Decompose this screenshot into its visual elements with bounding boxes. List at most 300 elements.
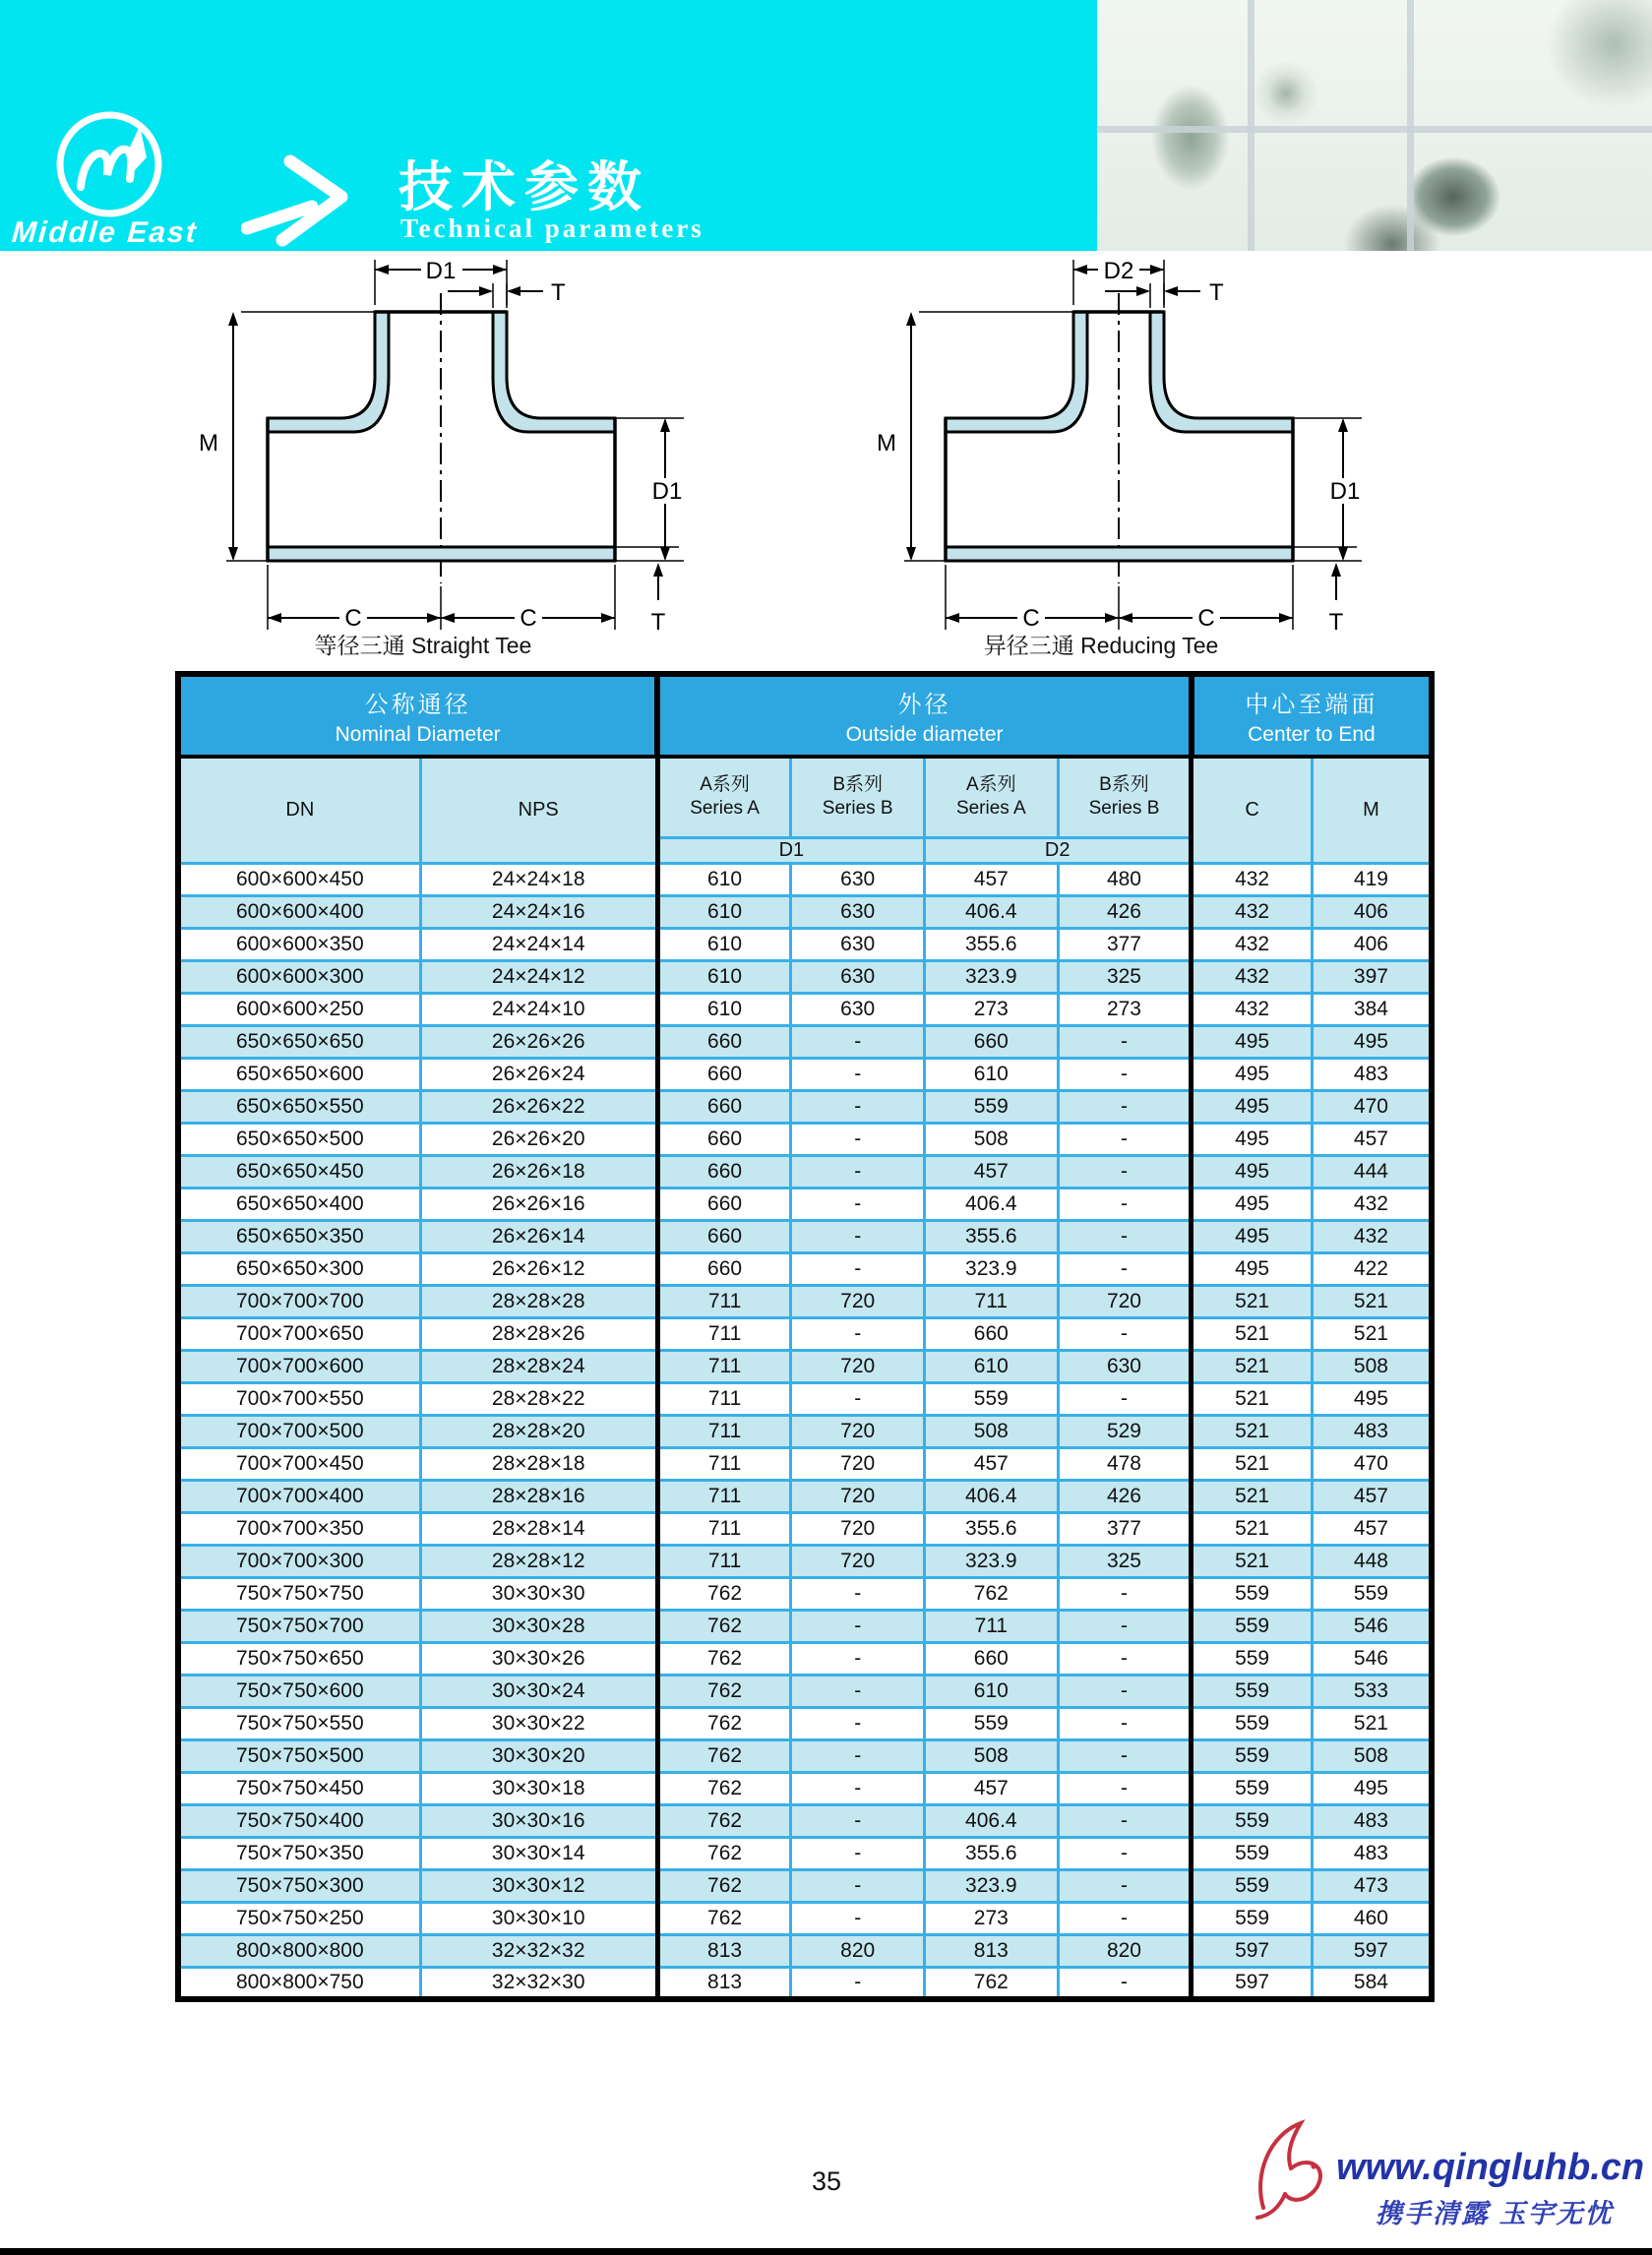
table-row <box>178 1512 1432 1545</box>
cell-c: 559 <box>1192 1772 1313 1804</box>
cell-d1-series-b: - <box>791 1675 925 1707</box>
table-row <box>178 1058 1432 1090</box>
cell-d2-series-a: 559 <box>925 1707 1059 1739</box>
cell-d2-series-b: - <box>1058 1090 1192 1123</box>
dim-label: T <box>551 279 566 306</box>
cell-d1-series-a: 711 <box>657 1415 791 1447</box>
cell-nps: 30×30×30 <box>420 1577 657 1610</box>
cell-m: 533 <box>1312 1675 1432 1707</box>
cell-d2-series-b: - <box>1058 1772 1192 1804</box>
table-row <box>178 993 1432 1025</box>
cell-d1-series-b: - <box>791 1220 925 1252</box>
cell-d2-series-b: - <box>1058 1025 1192 1058</box>
dim-label: D2 <box>1103 258 1134 284</box>
dim-label: T <box>650 609 666 636</box>
cell-m: 457 <box>1312 1512 1432 1545</box>
cell-dn: 650×650×400 <box>178 1188 420 1220</box>
table-row <box>178 1155 1432 1188</box>
straight-tee-diagram <box>148 254 699 657</box>
cell-d2-series-a: 323.9 <box>925 1869 1059 1902</box>
cell-d2-series-a: 457 <box>925 863 1059 895</box>
table-row <box>178 1707 1432 1739</box>
cell-nps: 26×26×12 <box>420 1252 657 1285</box>
table-row <box>178 1642 1432 1675</box>
cell-d1-series-b: 630 <box>791 863 925 895</box>
cell-d1-series-a: 762 <box>657 1577 791 1610</box>
group-nominal-diameter: 公称通径 Nominal Diameter <box>178 674 657 757</box>
cell-c: 521 <box>1192 1512 1313 1545</box>
cell-d2-series-b: - <box>1058 1967 1192 1999</box>
cell-d2-series-b: - <box>1058 1155 1192 1188</box>
table-row <box>178 1123 1432 1155</box>
cell-nps: 24×24×10 <box>420 993 657 1025</box>
cell-m: 584 <box>1312 1967 1432 1999</box>
cell-nps: 26×26×22 <box>420 1090 657 1123</box>
table-row <box>178 1869 1432 1902</box>
col-d1: D1 <box>657 837 924 863</box>
cell-d1-series-a: 711 <box>657 1285 791 1317</box>
cell-m: 406 <box>1312 895 1432 928</box>
cell-d2-series-b: 325 <box>1058 960 1192 993</box>
cell-c: 559 <box>1192 1739 1313 1772</box>
dim-label: M <box>877 430 896 457</box>
table-row <box>178 1220 1432 1252</box>
cell-c: 495 <box>1192 1123 1313 1155</box>
cell-d1-series-b: - <box>791 1090 925 1123</box>
cell-dn: 750×750×750 <box>178 1577 420 1610</box>
cell-dn: 650×650×350 <box>178 1220 420 1252</box>
cell-dn: 600×600×450 <box>178 863 420 895</box>
cell-d1-series-b: 720 <box>791 1545 925 1577</box>
cell-d1-series-b: - <box>791 1252 925 1285</box>
cell-d2-series-a: 711 <box>925 1285 1059 1317</box>
cell-d2-series-b: 720 <box>1058 1285 1192 1317</box>
cell-dn: 600×600×350 <box>178 928 420 960</box>
cell-m: 470 <box>1312 1447 1432 1480</box>
cell-d2-series-a: 355.6 <box>925 1837 1059 1869</box>
cell-m: 473 <box>1312 1869 1432 1902</box>
cell-nps: 28×28×12 <box>420 1545 657 1577</box>
cell-c: 559 <box>1192 1610 1313 1642</box>
cell-m: 384 <box>1312 993 1432 1025</box>
cell-d2-series-b: - <box>1058 1317 1192 1350</box>
cell-d2-series-a: 406.4 <box>925 1804 1059 1837</box>
dim-label: C <box>520 605 537 632</box>
cell-c: 495 <box>1192 1188 1313 1220</box>
cell-d1-series-a: 660 <box>657 1220 791 1252</box>
col-d1-series-a: A系列 Series A <box>657 757 791 837</box>
cell-m: 559 <box>1312 1577 1432 1610</box>
cell-m: 448 <box>1312 1545 1432 1577</box>
cell-nps: 28×28×24 <box>420 1350 657 1382</box>
cell-c: 521 <box>1192 1545 1313 1577</box>
cell-d1-series-b: 720 <box>791 1512 925 1545</box>
cell-d1-series-a: 762 <box>657 1739 791 1772</box>
cell-d2-series-a: 762 <box>925 1577 1059 1610</box>
cell-d2-series-b: - <box>1058 1382 1192 1415</box>
cell-d2-series-b: 630 <box>1058 1350 1192 1382</box>
cell-dn: 700×700×700 <box>178 1285 420 1317</box>
cell-d1-series-b: 820 <box>791 1934 925 1967</box>
cell-nps: 24×24×12 <box>420 960 657 993</box>
cell-d1-series-a: 711 <box>657 1350 791 1382</box>
cell-d2-series-a: 323.9 <box>925 1545 1059 1577</box>
table-row <box>178 1317 1432 1350</box>
group-outside-diameter: 外径 Outside diameter <box>657 674 1192 757</box>
cell-dn: 750×750×300 <box>178 1869 420 1902</box>
cell-dn: 800×800×750 <box>178 1967 420 1999</box>
cell-d1-series-b: - <box>791 1739 925 1772</box>
cell-d2-series-a: 273 <box>925 993 1059 1025</box>
table-row <box>178 863 1432 895</box>
cell-d2-series-a: 355.6 <box>925 1220 1059 1252</box>
cell-c: 432 <box>1192 928 1313 960</box>
cell-d2-series-a: 559 <box>925 1382 1059 1415</box>
cell-c: 559 <box>1192 1869 1313 1902</box>
cell-nps: 30×30×14 <box>420 1837 657 1869</box>
cell-nps: 30×30×26 <box>420 1642 657 1675</box>
dim-label: C <box>344 605 362 632</box>
cell-d2-series-b: - <box>1058 1804 1192 1837</box>
dim-label: C <box>1022 605 1040 632</box>
cell-d2-series-b: 325 <box>1058 1545 1192 1577</box>
cell-c: 432 <box>1192 960 1313 993</box>
cell-nps: 32×32×30 <box>420 1967 657 1999</box>
cell-dn: 700×700×600 <box>178 1350 420 1382</box>
cell-dn: 650×650×550 <box>178 1090 420 1123</box>
cell-dn: 650×650×300 <box>178 1252 420 1285</box>
cell-d2-series-a: 762 <box>925 1967 1059 1999</box>
cell-c: 521 <box>1192 1480 1313 1512</box>
cell-nps: 28×28×14 <box>420 1512 657 1545</box>
col-d2: D2 <box>925 837 1192 863</box>
cell-nps: 24×24×16 <box>420 895 657 928</box>
cell-d1-series-b: 630 <box>791 960 925 993</box>
cell-dn: 750×750×350 <box>178 1837 420 1869</box>
cell-d1-series-b: 630 <box>791 993 925 1025</box>
cell-d2-series-a: 457 <box>925 1772 1059 1804</box>
cell-dn: 600×600×400 <box>178 895 420 928</box>
dim-label: D1 <box>425 258 457 284</box>
table-row <box>178 1025 1432 1058</box>
cell-m: 495 <box>1312 1382 1432 1415</box>
cell-d1-series-a: 660 <box>657 1155 791 1188</box>
cell-d1-series-a: 711 <box>657 1382 791 1415</box>
cell-m: 419 <box>1312 863 1432 895</box>
fittings-photo <box>1097 0 1652 251</box>
table-row <box>178 1252 1432 1285</box>
cell-d2-series-a: 406.4 <box>925 895 1059 928</box>
cell-dn: 700×700×550 <box>178 1382 420 1415</box>
table-row <box>178 1350 1432 1382</box>
cell-c: 559 <box>1192 1902 1313 1934</box>
straight-tee-caption: 等径三通 Straight Tee <box>314 633 532 658</box>
cell-dn: 800×800×800 <box>178 1934 420 1967</box>
cell-nps: 28×28×18 <box>420 1447 657 1480</box>
cell-d2-series-a: 559 <box>925 1090 1059 1123</box>
table-row <box>178 928 1432 960</box>
cell-c: 432 <box>1192 895 1313 928</box>
cell-d1-series-b: 630 <box>791 928 925 960</box>
cell-d2-series-b: - <box>1058 1577 1192 1610</box>
cell-nps: 30×30×12 <box>420 1869 657 1902</box>
middle-east-logo-icon <box>51 106 167 222</box>
cell-nps: 28×28×26 <box>420 1317 657 1350</box>
cell-d1-series-a: 711 <box>657 1447 791 1480</box>
cell-dn: 600×600×300 <box>178 960 420 993</box>
cell-c: 521 <box>1192 1317 1313 1350</box>
cell-c: 495 <box>1192 1252 1313 1285</box>
cell-d2-series-b: - <box>1058 1739 1192 1772</box>
page-number: 35 <box>811 2166 842 2196</box>
company-slogan: 携手清露 玉宇无忧 <box>1376 2199 1614 2228</box>
cell-d1-series-a: 660 <box>657 1123 791 1155</box>
cell-nps: 26×26×18 <box>420 1155 657 1188</box>
cell-d1-series-b: - <box>791 1610 925 1642</box>
cell-m: 508 <box>1312 1739 1432 1772</box>
cell-c: 559 <box>1192 1675 1313 1707</box>
photo-grid-line <box>1097 126 1652 133</box>
cell-nps: 30×30×28 <box>420 1610 657 1642</box>
cell-nps: 30×30×24 <box>420 1675 657 1707</box>
cell-d2-series-b: - <box>1058 1642 1192 1675</box>
cell-nps: 24×24×18 <box>420 863 657 895</box>
cell-d2-series-b: 478 <box>1058 1447 1192 1480</box>
table-row <box>178 1382 1432 1415</box>
cell-d1-series-a: 660 <box>657 1025 791 1058</box>
table-row <box>178 1772 1432 1804</box>
cell-nps: 30×30×16 <box>420 1804 657 1837</box>
cell-d1-series-b: - <box>791 1058 925 1090</box>
cell-d1-series-b: - <box>791 1382 925 1415</box>
cell-d2-series-a: 660 <box>925 1317 1059 1350</box>
cell-dn: 700×700×400 <box>178 1480 420 1512</box>
cell-c: 521 <box>1192 1447 1313 1480</box>
cell-m: 397 <box>1312 960 1432 993</box>
cell-m: 444 <box>1312 1155 1432 1188</box>
col-d1-series-b: B系列 Series B <box>791 757 925 837</box>
cell-d1-series-b: 720 <box>791 1447 925 1480</box>
cell-m: 432 <box>1312 1188 1432 1220</box>
cell-d2-series-b: - <box>1058 1220 1192 1252</box>
cell-d2-series-b: - <box>1058 1188 1192 1220</box>
cell-dn: 700×700×350 <box>178 1512 420 1545</box>
cell-c: 559 <box>1192 1837 1313 1869</box>
table-group-header-row <box>178 674 1432 757</box>
cell-c: 597 <box>1192 1934 1313 1967</box>
cell-d1-series-b: 630 <box>791 895 925 928</box>
cell-d2-series-b: - <box>1058 1707 1192 1739</box>
cell-c: 521 <box>1192 1350 1313 1382</box>
cell-d1-series-a: 762 <box>657 1837 791 1869</box>
reducing-tee-caption: 异径三通 Reducing Tee <box>983 633 1219 658</box>
cell-dn: 750×750×400 <box>178 1804 420 1837</box>
cell-nps: 30×30×22 <box>420 1707 657 1739</box>
cell-d2-series-b: 529 <box>1058 1415 1192 1447</box>
cell-m: 495 <box>1312 1772 1432 1804</box>
cell-d1-series-b: - <box>791 1967 925 1999</box>
cell-d2-series-a: 660 <box>925 1642 1059 1675</box>
cell-d1-series-a: 711 <box>657 1480 791 1512</box>
cell-nps: 28×28×16 <box>420 1480 657 1512</box>
cell-nps: 26×26×26 <box>420 1025 657 1058</box>
cell-c: 432 <box>1192 863 1313 895</box>
cell-m: 546 <box>1312 1642 1432 1675</box>
cell-d1-series-a: 813 <box>657 1934 791 1967</box>
cell-d2-series-b: 426 <box>1058 895 1192 928</box>
cell-d2-series-a: 610 <box>925 1350 1059 1382</box>
cell-d1-series-a: 610 <box>657 928 791 960</box>
dim-label: C <box>1197 605 1215 632</box>
cell-d2-series-b: - <box>1058 1675 1192 1707</box>
cell-d2-series-b: - <box>1058 1058 1192 1090</box>
cell-d1-series-b: 720 <box>791 1415 925 1447</box>
cell-dn: 750×750×650 <box>178 1642 420 1675</box>
cell-c: 559 <box>1192 1707 1313 1739</box>
cell-d1-series-b: - <box>791 1804 925 1837</box>
cell-nps: 26×26×20 <box>420 1123 657 1155</box>
cell-d1-series-b: - <box>791 1317 925 1350</box>
table-row <box>178 1577 1432 1610</box>
cell-dn: 750×750×500 <box>178 1739 420 1772</box>
cell-d2-series-a: 457 <box>925 1447 1059 1480</box>
cell-nps: 32×32×32 <box>420 1934 657 1967</box>
cell-d1-series-b: - <box>791 1025 925 1058</box>
cell-m: 546 <box>1312 1610 1432 1642</box>
cell-c: 495 <box>1192 1090 1313 1123</box>
cell-m: 483 <box>1312 1415 1432 1447</box>
cell-c: 521 <box>1192 1285 1313 1317</box>
cell-d2-series-a: 508 <box>925 1123 1059 1155</box>
page-bottom-edge <box>0 2248 1652 2255</box>
cell-nps: 30×30×10 <box>420 1902 657 1934</box>
cell-d1-series-a: 711 <box>657 1512 791 1545</box>
cell-d2-series-a: 610 <box>925 1675 1059 1707</box>
cell-m: 432 <box>1312 1220 1432 1252</box>
cell-d2-series-a: 355.6 <box>925 1512 1059 1545</box>
cell-m: 483 <box>1312 1058 1432 1090</box>
cell-d2-series-a: 323.9 <box>925 960 1059 993</box>
cell-d1-series-b: - <box>791 1188 925 1220</box>
page-subtitle: Technical parameters <box>400 213 704 243</box>
table-row <box>178 1804 1432 1837</box>
table-row <box>178 895 1432 928</box>
cell-d2-series-b: 377 <box>1058 928 1192 960</box>
cell-d1-series-b: 720 <box>791 1350 925 1382</box>
cell-c: 521 <box>1192 1382 1313 1415</box>
table-row <box>178 1902 1432 1934</box>
cell-m: 483 <box>1312 1837 1432 1869</box>
arrow-right-icon <box>241 136 351 252</box>
cell-d2-series-b: 426 <box>1058 1480 1192 1512</box>
cell-d2-series-b: - <box>1058 1869 1192 1902</box>
cell-d2-series-a: 813 <box>925 1934 1059 1967</box>
cell-d1-series-a: 762 <box>657 1675 791 1707</box>
cell-d1-series-a: 660 <box>657 1058 791 1090</box>
cell-dn: 750×750×700 <box>178 1610 420 1642</box>
cell-d2-series-b: - <box>1058 1252 1192 1285</box>
cell-m: 521 <box>1312 1285 1432 1317</box>
cell-nps: 26×26×16 <box>420 1188 657 1220</box>
cell-d1-series-b: - <box>791 1902 925 1934</box>
cell-c: 495 <box>1192 1058 1313 1090</box>
cell-nps: 28×28×20 <box>420 1415 657 1447</box>
cell-dn: 600×600×250 <box>178 993 420 1025</box>
table-row <box>178 1285 1432 1317</box>
cell-d1-series-a: 610 <box>657 993 791 1025</box>
parameters-table <box>175 671 1435 2002</box>
cell-m: 406 <box>1312 928 1432 960</box>
cell-d1-series-b: - <box>791 1837 925 1869</box>
header-banner <box>0 0 1097 251</box>
cell-d1-series-b: - <box>791 1642 925 1675</box>
cell-dn: 750×750×600 <box>178 1675 420 1707</box>
dim-label: T <box>1328 609 1344 636</box>
col-c: C <box>1192 757 1313 863</box>
cell-d1-series-a: 711 <box>657 1545 791 1577</box>
cell-m: 483 <box>1312 1804 1432 1837</box>
cell-d2-series-a: 711 <box>925 1610 1059 1642</box>
cell-m: 508 <box>1312 1350 1432 1382</box>
cell-d2-series-b: 273 <box>1058 993 1192 1025</box>
cell-c: 495 <box>1192 1155 1313 1188</box>
cell-d2-series-a: 323.9 <box>925 1252 1059 1285</box>
cell-d2-series-b: 820 <box>1058 1934 1192 1967</box>
cell-d1-series-b: - <box>791 1123 925 1155</box>
page-title: 技术参数 <box>398 156 651 217</box>
cell-d1-series-a: 762 <box>657 1707 791 1739</box>
cell-d1-series-b: 720 <box>791 1480 925 1512</box>
group-center-to-end: 中心至端面 Center to End <box>1192 674 1432 757</box>
table-row <box>178 1610 1432 1642</box>
cell-dn: 750×750×250 <box>178 1902 420 1934</box>
cell-d2-series-b: - <box>1058 1837 1192 1869</box>
table-subheader-row <box>178 757 1432 837</box>
cell-dn: 650×650×450 <box>178 1155 420 1188</box>
cell-d2-series-a: 660 <box>925 1025 1059 1058</box>
cell-d1-series-a: 711 <box>657 1317 791 1350</box>
cell-dn: 700×700×300 <box>178 1545 420 1577</box>
cell-d2-series-a: 508 <box>925 1415 1059 1447</box>
table-row <box>178 1837 1432 1869</box>
cell-nps: 28×28×22 <box>420 1382 657 1415</box>
reducing-tee-diagram <box>826 254 1377 657</box>
cell-d1-series-b: 720 <box>791 1285 925 1317</box>
cell-d2-series-b: 377 <box>1058 1512 1192 1545</box>
cell-nps: 28×28×28 <box>420 1285 657 1317</box>
cell-d1-series-b: - <box>791 1869 925 1902</box>
cell-d1-series-b: - <box>791 1155 925 1188</box>
cell-c: 495 <box>1192 1025 1313 1058</box>
cell-d2-series-a: 273 <box>925 1902 1059 1934</box>
cell-d1-series-a: 610 <box>657 960 791 993</box>
website-link[interactable]: www.qingluhb.cn <box>1336 2147 1645 2188</box>
dim-label: D1 <box>1329 478 1361 505</box>
cell-c: 432 <box>1192 993 1313 1025</box>
cell-d1-series-a: 762 <box>657 1869 791 1902</box>
dim-label: M <box>199 430 218 457</box>
cell-d1-series-a: 762 <box>657 1610 791 1642</box>
cell-d1-series-a: 762 <box>657 1642 791 1675</box>
cell-d2-series-a: 610 <box>925 1058 1059 1090</box>
table-row <box>178 1480 1432 1512</box>
col-dn: DN <box>178 757 420 863</box>
cell-c: 559 <box>1192 1804 1313 1837</box>
table-row <box>178 1415 1432 1447</box>
cell-d1-series-a: 762 <box>657 1902 791 1934</box>
cell-c: 559 <box>1192 1577 1313 1610</box>
cell-m: 457 <box>1312 1123 1432 1155</box>
